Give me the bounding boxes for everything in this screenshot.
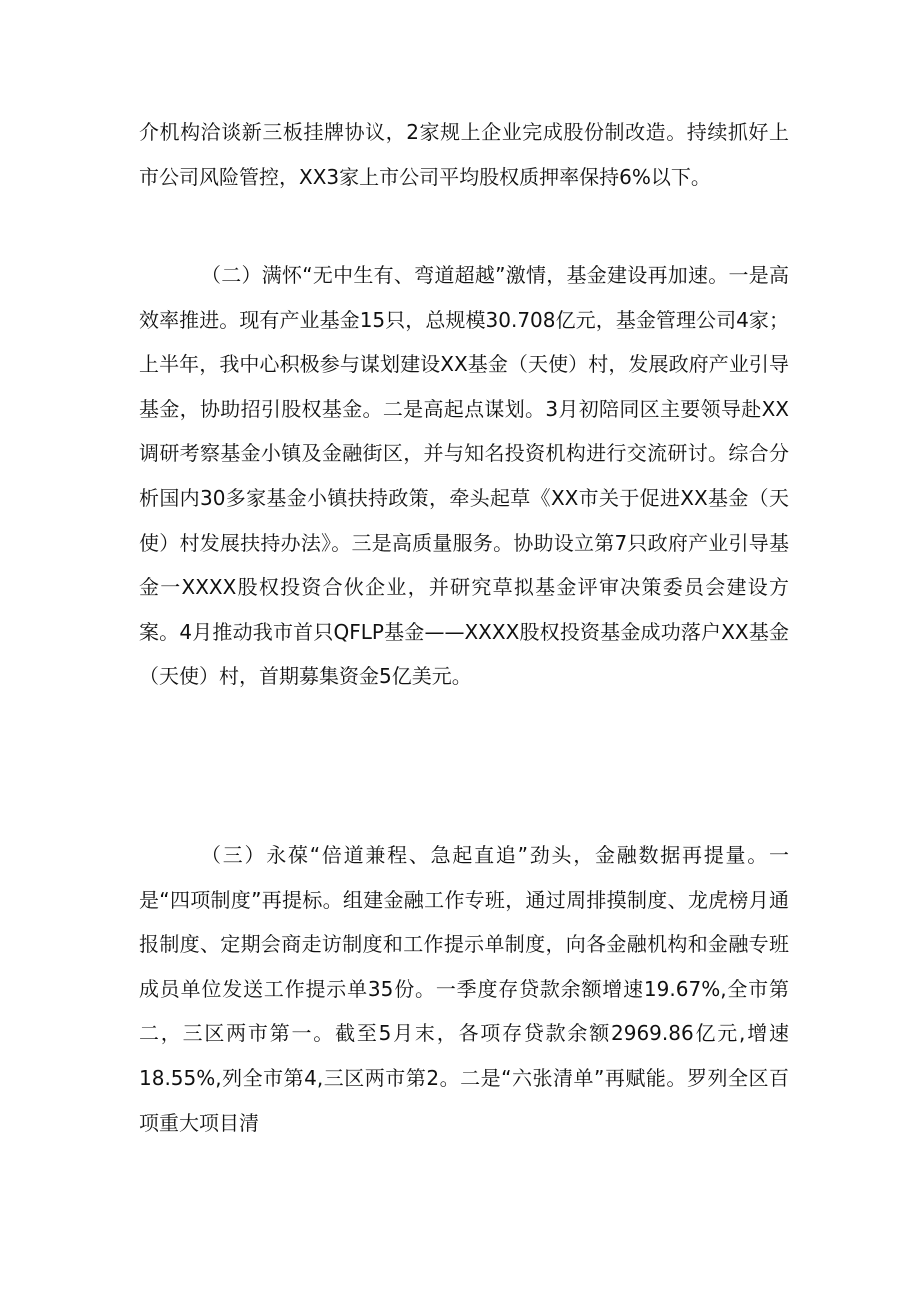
- paragraph-financial-data: [139, 833, 789, 1145]
- paragraph-fund-construction: [139, 253, 789, 699]
- paragraph-text: 介机构洽谈新三板挂牌协议，2家规上企业完成股份制改造。持续抓好上市公司风险管控，XX3家上市公司平均股权质押率保持6%以下。: [139, 120, 789, 189]
- paragraph-text: （二）满怀“无中生有、弯道超越”激情，基金建设再加速。一是高效率推进。现有产业基金15只，总规模30.708亿元，基金管理公司4家；上半年，我中心积极参与谋划建设XX基金（天使）村，发展政府产业引导基金，协助招引股权基金。二是高起点谋划。3月初陪同区主要领导赴XX调研考察基金小镇及金融街区，并与知名投资机构进行交流研讨。综合分析国内30多家基金小镇扶持政策，牵头起草《XX市关于促进XX基金（天使）村发展扶持办法》。三是高质量服务。协助设立第7只政府产业引导基金一XXXX股权投资合伙企业，并研究草拟基金评审决策委员会建设方案。4月推动我市首只QFLP基金——XXXX股权投资基金成功落户XX基金（天使）村，首期募集资金5亿美元。: [139, 263, 789, 689]
- paragraph-continued: [139, 110, 789, 199]
- paragraph-text: （三）永葆“倍道兼程、急起直追”劲头，金融数据再提量。一是“四项制度”再提标。组建金融工作专班，通过周排摸制度、龙虎榜月通报制度、定期会商走访制度和工作提示单制度，向各金融机构和金融专班成员单位发送工作提示单35份。一季度存贷款余额增速19.67%,全市第二，三区两市第一。截至5月末，各项存贷款余额2969.86亿元,增速18.55%,列全市第4,三区两市第2。二是“六张清单”再赋能。罗列全区百项重大项目清: [139, 843, 789, 1135]
